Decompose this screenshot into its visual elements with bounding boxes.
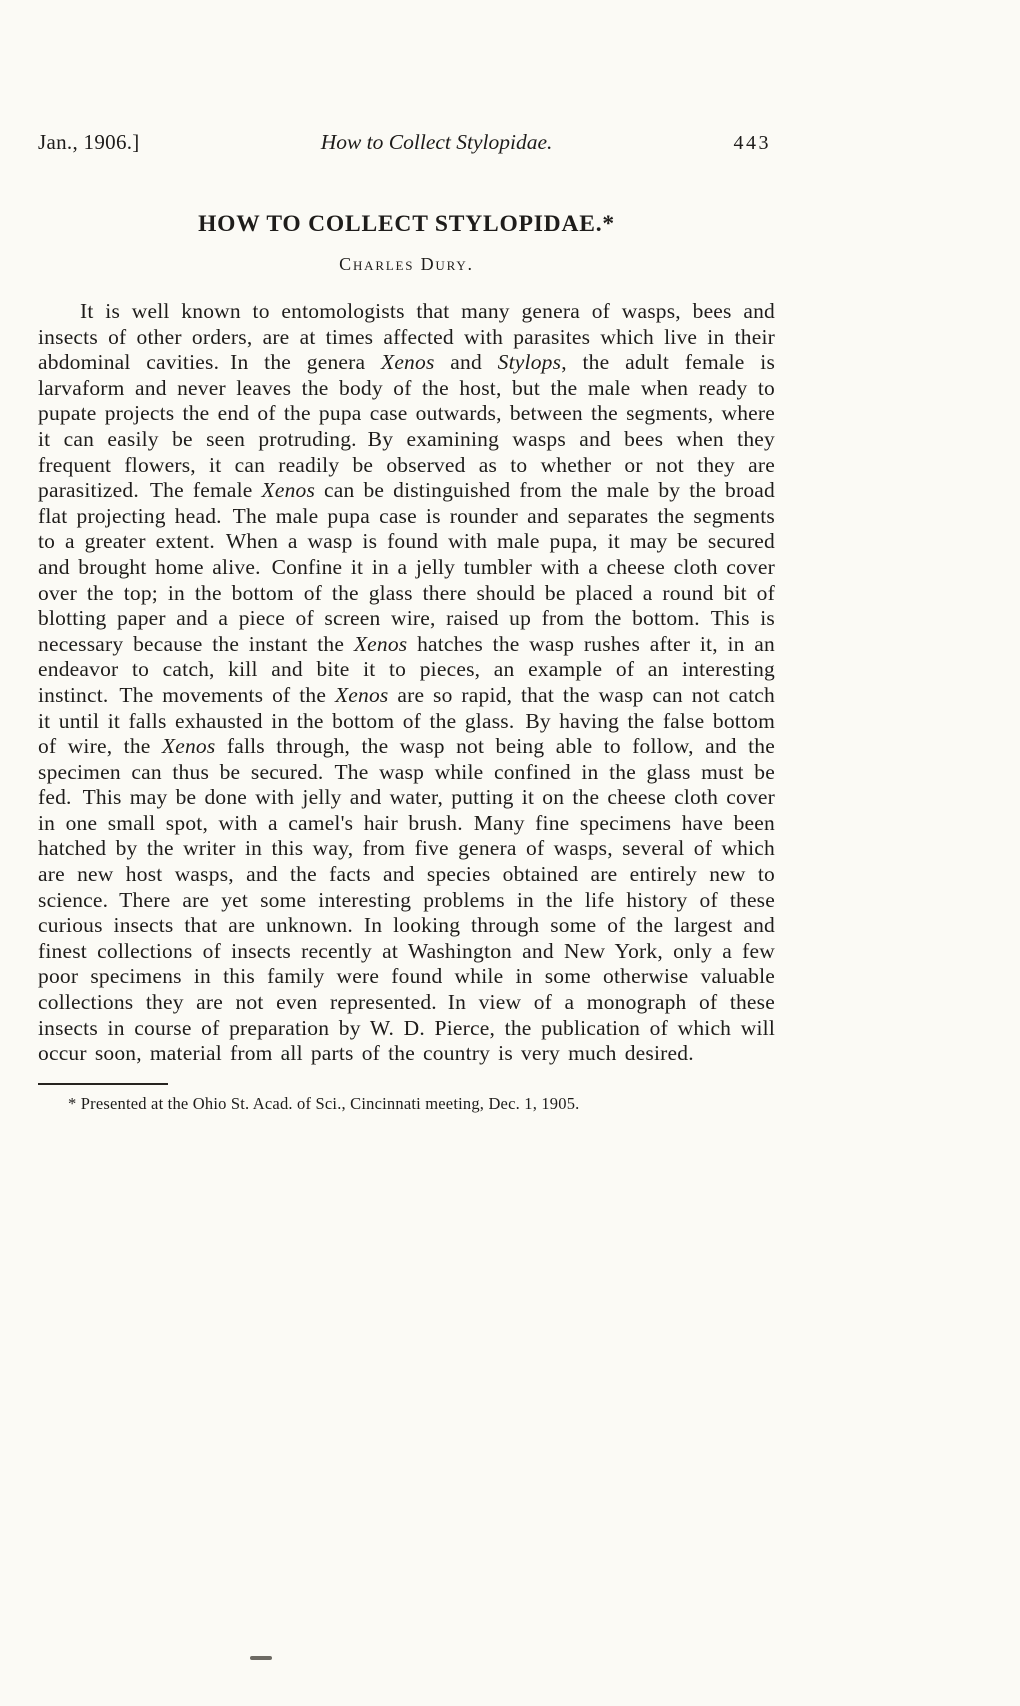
taxon-name-italic: Xenos bbox=[161, 734, 216, 759]
article-author: Charles Dury. bbox=[339, 254, 474, 274]
article-title: HOW TO COLLECT STYLOPIDAE.* bbox=[198, 211, 615, 237]
running-title: How to Collect Stylopidae. bbox=[320, 130, 553, 154]
taxon-name-italic: Xenos bbox=[380, 350, 435, 375]
body-text-run: It is well known to entomologists that many genera of wasps, bees and insects of other orders, are at times affected with parasites which live in their abdominal cavities. In the genera bbox=[38, 299, 775, 375]
header-date: Jan., 1906.] bbox=[38, 130, 140, 154]
body-text-run: , the adult female is larvaform and never leaves the body of the host, but the male when ready to pupate projects the end of the pupa case outwards, between the segments, where it can easily be seen protruding. By examining wasps and bees when they frequent flowers, it can readily be observed as to whether or not they are parasitized. The female bbox=[38, 350, 776, 503]
page-header bbox=[38, 130, 775, 155]
body-text-run: falls through, the wasp not being able to follow, and the specimen can thus be secured. The wasp while confined in the glass must be fed. This may be done with jelly and water, putting it on the cheese cloth cover in one small spot, with a camel's hair brush. Many fine specimens have been hatched by the writer in this way, from five genera of wasps, several of which are new host wasps, and the facts and species obtained are entirely new to science. There are yet some interesting problems in the life history of these curious insects that are unknown. In looking through some of the largest and finest collections of insects recently at Washington and New York, only a few poor specimens in this family were found while in some otherwise valuable collections they are not even represented. In view of a monograph of these insects in course of preparation by W. D. Pierce, the publication of which will occur soon, material from all parts of the country is very much desired. bbox=[38, 734, 775, 1066]
page-number: 443 bbox=[733, 132, 771, 154]
body-text-run: are so rapid, that the wasp can not catch it until it falls exhausted in the bottom of the glass. By having the false bottom of wire, the bbox=[38, 682, 775, 759]
article-body-paragraph bbox=[38, 299, 775, 1067]
footnote-rule bbox=[38, 1083, 168, 1085]
body-text-run: hatches the wasp rushes after it, in an endeavor to catch, kill and bite it to pieces, an example of an interesting instinct. The movements of the bbox=[38, 631, 775, 707]
body-text-run: can be distinguished from the male by the broad flat projecting head. The male pupa case is rounder and separates the segments to a greater extent. When a wasp is found with male pupa, it may be secured and brought home alive. Confine it in a jelly tumbler with a cheese cloth cover over the top; in the bottom of the glass there should be placed a round bit of blotting paper and a piece of screen wire, raised up from the bottom. This is necessary because the instant the bbox=[38, 478, 776, 656]
text-column bbox=[38, 130, 775, 1114]
body-text-run: and bbox=[434, 350, 498, 375]
taxon-name-italic: Stylops bbox=[497, 350, 562, 375]
scan-artifact bbox=[250, 1656, 272, 1660]
taxon-name-italic: Xenos bbox=[353, 631, 408, 656]
footnote-text: * Presented at the Ohio St. Acad. of Sci., Cincinnati meeting, Dec. 1, 1905. bbox=[68, 1093, 580, 1113]
taxon-name-italic: Xenos bbox=[334, 682, 389, 707]
taxon-name-italic: Xenos bbox=[261, 478, 316, 503]
